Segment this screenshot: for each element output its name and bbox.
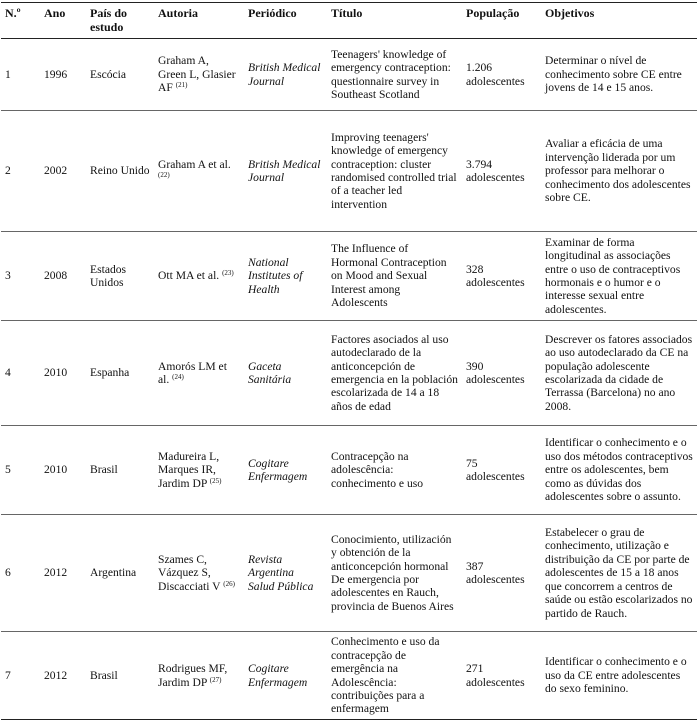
cell-populacao: 328 adolescentes bbox=[466, 262, 525, 289]
cell-titulo: Contracepção na adolescência: conhecimento e uso bbox=[331, 449, 424, 490]
reference-number: (22) bbox=[158, 171, 170, 179]
cell-pais: Reino Unido bbox=[90, 164, 150, 178]
cell-num: 3 bbox=[5, 269, 11, 283]
cell-objetivos: Examinar de forma longitudinal as associações entre o uso de contraceptivos hormonais e o humor e o interesse sexual entre adolescentes. bbox=[545, 235, 681, 316]
cell-autoria bbox=[154, 426, 244, 515]
cell-num: 2 bbox=[5, 164, 11, 178]
cell-objetivos: Determinar o nível de conhecimento sobre CE entre jovens de 14 e 15 anos. bbox=[545, 54, 682, 95]
cell-objetivos: Descrever os fatores associados ao uso autodeclarado da CE na população adolescente escolarizada da cidade de Terrassa (Barcelona) no ano 2008. bbox=[545, 332, 693, 413]
cell-autoria bbox=[154, 321, 244, 426]
cell-objetivos: Estabelecer o grau de conhecimento, utilização e distribuição da CE por parte de adolescentes de 15 a 18 anos que concorrem a centros de saúde ou estão escolarizados no partido de Rauch. bbox=[545, 525, 693, 620]
header-periodico: Periódico bbox=[248, 6, 297, 20]
cell-ano: 2010 bbox=[44, 463, 68, 477]
header-populacao: População bbox=[466, 6, 520, 20]
cell-pais: Argentina bbox=[90, 566, 137, 580]
reference-number: (27) bbox=[209, 675, 222, 684]
author-names: Madureira L, Marques IR, Jardim DP bbox=[158, 449, 220, 490]
cell-autoria bbox=[154, 111, 244, 232]
cell-populacao: 3.794 adolescentes bbox=[466, 157, 525, 184]
author-names: Graham A et al. bbox=[158, 157, 231, 171]
cell-objetivos: Identificar o conhecimento e o uso dos métodos contraceptivos entre os adolescentes, bem como as dúvidas dos adolescentes sobre o assunto. bbox=[545, 436, 693, 504]
cell-titulo: Teenagers' knowledge of emergency contraception: questionnaire survey in Southeast Scotland bbox=[331, 47, 451, 101]
cell-pais: Espanha bbox=[90, 366, 130, 380]
cell-periodico: Gaceta Sanitária bbox=[248, 359, 292, 386]
cell-pais: Brasil bbox=[90, 463, 118, 477]
cell-ano: 2002 bbox=[44, 164, 68, 178]
cell-autoria bbox=[154, 39, 244, 111]
cell-num: 6 bbox=[5, 566, 11, 580]
cell-autoria bbox=[154, 515, 244, 632]
cell-periodico: British Medical Journal bbox=[248, 61, 321, 88]
table-row bbox=[1, 321, 697, 426]
cell-titulo: Conhecimento e uso da contracepção de emergência na Adolescência: contribuições para a enfermagem bbox=[331, 635, 440, 716]
header-row bbox=[1, 3, 697, 39]
cell-pais: Escócia bbox=[90, 67, 127, 81]
cell-titulo: The Influence of Hormonal Contraception on Mood and Sexual Interest among Adolescents bbox=[331, 242, 447, 310]
header-ano: Ano bbox=[44, 6, 66, 20]
cell-autoria bbox=[154, 632, 244, 720]
cell-populacao: 387 adolescentes bbox=[466, 559, 525, 586]
cell-populacao: 75 adolescentes bbox=[466, 456, 525, 483]
author-names: Rodrigues MF, Jardim DP bbox=[158, 662, 228, 689]
author-names: Graham A, Green L, Glasier AF bbox=[158, 54, 236, 95]
cell-num: 5 bbox=[5, 463, 11, 477]
cell-ano: 2012 bbox=[44, 668, 68, 682]
cell-titulo: Conocimiento, utilización y obtención de la anticoncepción hormonal De emergencia por adolescentes en Rauch, provincia de Buenos Aires bbox=[331, 532, 454, 613]
table-row bbox=[1, 111, 697, 232]
cell-populacao: 390 adolescentes bbox=[466, 359, 525, 386]
cell-periodico: National Institutes of Health bbox=[248, 255, 303, 296]
reference-number: (24) bbox=[172, 373, 184, 381]
cell-periodico: Cogitare Enfermagem bbox=[248, 662, 308, 689]
cell-objetivos: Identificar o conhecimento e o uso da CE entre adolescentes do sexo feminino. bbox=[545, 655, 687, 696]
table-row bbox=[1, 232, 697, 321]
cell-ano: 1996 bbox=[44, 67, 68, 81]
table-row bbox=[1, 39, 697, 111]
cell-ano: 2012 bbox=[44, 566, 68, 580]
header-objetivos: Objetivos bbox=[545, 6, 595, 20]
cell-periodico: Cogitare Enfermagem bbox=[248, 456, 308, 483]
cell-periodico: Revista Argentina Salud Pública bbox=[248, 552, 314, 593]
cell-pais: Brasil bbox=[90, 668, 118, 682]
header-titulo: Título bbox=[331, 6, 363, 20]
header-num: N.º bbox=[5, 6, 21, 20]
reference-number: (21) bbox=[175, 81, 188, 90]
cell-populacao: 1.206 adolescentes bbox=[466, 61, 525, 88]
author-names: Amorós LM et al. bbox=[158, 359, 227, 386]
cell-ano: 2010 bbox=[44, 366, 68, 380]
reference-number: (26) bbox=[223, 579, 235, 588]
cell-num: 7 bbox=[5, 668, 11, 682]
cell-populacao: 271 adolescentes bbox=[466, 662, 525, 689]
author-names: Ott MA et al. bbox=[158, 269, 220, 283]
cell-titulo: Improving teenagers' knowledge of emergency contraception: cluster randomised controlled trial of a teacher led intervention bbox=[331, 130, 457, 211]
cell-periodico: British Medical Journal bbox=[248, 157, 321, 184]
author-names: Szames C, Vázquez S, Discacciati V bbox=[158, 552, 221, 593]
header-autoria: Autoria bbox=[158, 6, 198, 20]
cell-autoria bbox=[154, 232, 244, 321]
reference-number: (25) bbox=[209, 476, 222, 485]
header-pais: País do estudo bbox=[90, 6, 128, 34]
cell-titulo: Factores asociados al uso autodeclarado de la anticoncepción de emergencia en la población escolarizada de 14 a 18 años de edad bbox=[331, 332, 458, 413]
cell-ano: 2008 bbox=[44, 269, 68, 283]
cell-num: 1 bbox=[5, 67, 11, 81]
studies-table bbox=[1, 2, 697, 720]
cell-num: 4 bbox=[5, 366, 11, 380]
table-row bbox=[1, 632, 697, 720]
table-row bbox=[1, 515, 697, 632]
cell-pais: Estados Unidos bbox=[90, 262, 127, 289]
table-row bbox=[1, 426, 697, 515]
cell-objetivos: Avaliar a eficácia de uma intervenção liderada por um professor para melhorar o conhecimento dos adolescentes sobre CE. bbox=[545, 137, 691, 205]
reference-number: (23) bbox=[222, 269, 234, 278]
